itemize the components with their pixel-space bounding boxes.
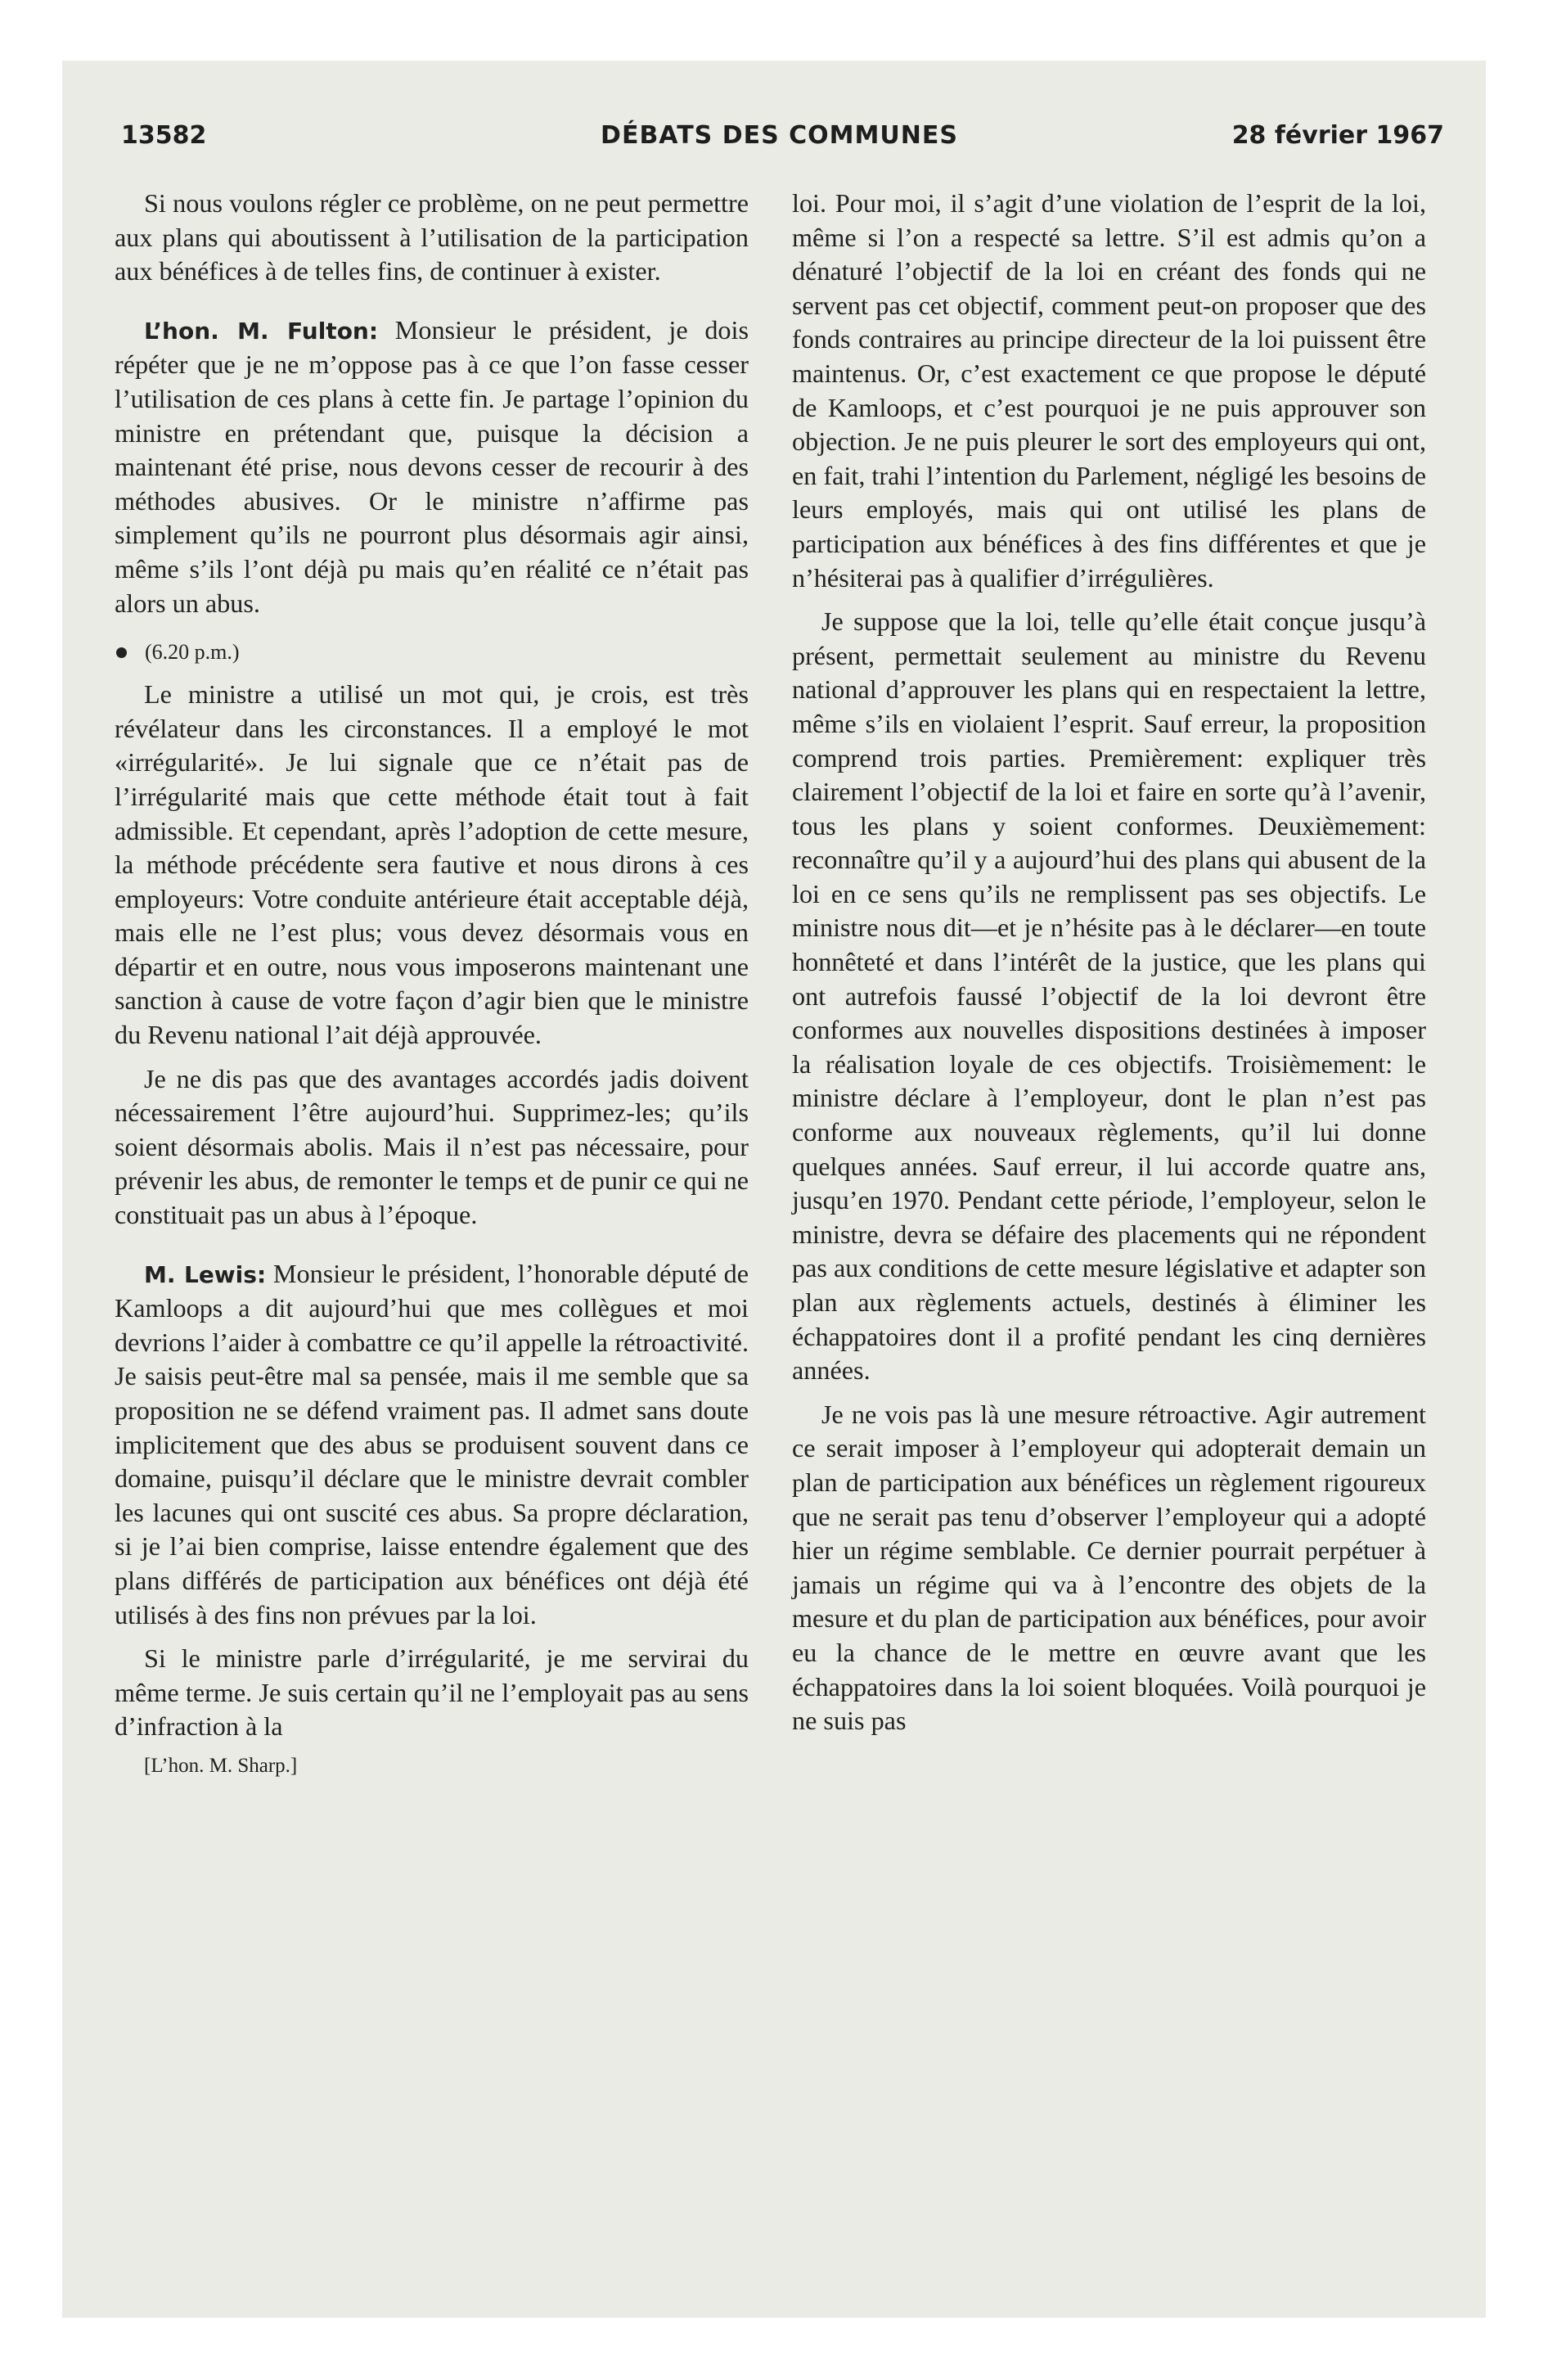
paragraph: Le ministre a utilisé un mot qui, je crois, est très révélateur dans les circonstances. Il a employé le mot «irrégularité». Je lui signale que ce n’était pas de l’irrégularité mais que cette méthode était tout à fait admissible. Et cependant, après l’adoption de cette mesure, la méthode précédente sera fautive et nous dirons à ces employeurs: Votre conduite antérieure était acceptable déjà, mais elle ne l’est plus; vous devez désormais vous en départir et en outre, nous vous imposerons maintenant une sanction à cause de votre façon d’agir bien que le ministre du Revenu national l’ait déjà approuvée. [115, 679, 749, 1050]
timestamp-line [115, 638, 749, 666]
running-title: DÉBATS DES COMMUNES [601, 121, 958, 150]
speaker-name: L’hon. M. Fulton: [144, 317, 379, 345]
speech-text: Monsieur le président, l’honorable député de Kamloops a dit aujourd’hui que mes collègues et moi devrions l’aider à combattre ce qu’il appelle la rétroactivité. Je saisis peut-être mal sa pensée, mais il me semble que sa proposition ne se défend vraiment pas. Il admet sans doute implicitement que des abus se produisent souvent dans ce domaine, puisqu’il déclare que le ministre devrait combler les lacunes qui ont suscité ces abus. Sa propre déclaration, si je l’ai bien comprise, laisse entendre également que des plans différés de participation aux bénéfices ont déjà été utilisés à des fins non prévues par la loi. [115, 1258, 749, 1629]
paragraph: Je ne dis pas que des avantages accordés jadis doivent nécessairement l’être aujourd’hui. Supprimez-les; qu’ils soient désormais abolis. Mais il n’est pas nécessaire, pour prévenir les abus, de remonter le temps et de punir ce qui ne constituait pas un abus à l’époque. [115, 1063, 749, 1230]
paragraph: loi. Pour moi, il s’agit d’une violation de l’esprit de la loi, même si l’on a respecté sa lettre. S’il est admis qu’on a dénaturé l’objectif de la loi en créant des fonds qui ne servent pas cet objectif, comment peut-on proposer que des fonds contraires au principe directeur de la loi puissent être maintenus. Or, c’est exactement ce que propose le député de Kamloops, et c’est pourquoi je ne puis approuver son objection. Je ne puis pleurer le sort des employeurs qui ont, en fait, trahi l’intention du Parlement, négligé les besoins de leurs employés, mais qui ont utilisé les plans de participation aux bénéfices à des fins différentes et que je n’hésiterai pas à qualifier d’irrégulières. [792, 188, 1426, 593]
paragraph: Si le ministre parle d’irrégularité, je me servirai du même terme. Je suis certain qu’il ne l’employait pas au sens d’infraction à la [115, 1643, 749, 1742]
right-column [792, 187, 1426, 1748]
page-date: 28 février 1967 [1231, 121, 1444, 150]
page-header [115, 121, 1444, 170]
speech-paragraph [115, 1257, 749, 1633]
page-number: 13582 [121, 121, 207, 150]
paragraph: Je suppose que la loi, telle qu’elle était conçue jusqu’à présent, permettait seulement au ministre du Revenu national d’approuver les plans qui en respectaient la lettre, même s’ils en violaient l’esprit. Sauf erreur, la proposition comprend trois parties. Premièrement: expliquer très clairement l’objectif de la loi et faire en sorte qu’à l’avenir, tous les plans y soient conformes. Deuxièmement: reconnaître qu’il y a aujourd’hui des plans qui abusent de la loi en ce sens qu’ils ne remplissent pas ses objectifs. Le ministre nous dit—et je n’hésite pas à le déclarer—en toute honnêteté et dans l’intérêt de la justice, que les plans qui ont autrefois faussé l’objectif de la loi devront être conformes aux nouvelles dispositions destinées à imposer la réalisation loyale de ces objectifs. Troisièmement: le ministre déclare à l’employeur, dont le plan n’est pas conforme aux nouveaux règlements, qu’il lui donne quelques années. Sauf erreur, il lui accorde quatre ans, jusqu’en 1970. Pendant cette période, l’employeur, selon le ministre, devra se défaire des placements qui ne répondent pas aux conditions de cette mesure législative et adapter son plan aux règlements actuels, destinés à éliminer les échappatoires dont il a profité pendant les cinq dernières années. [792, 606, 1426, 1386]
paragraph: Je ne vois pas là une mesure rétroactive. Agir autrement ce serait imposer à l’employeur qui adopterait demain un plan de participation aux bénéfices un règlement rigoureux que ne serait pas tenu d’observer l’employeur qui a adopté hier un régime semblable. Ce dernier pourrait perpétuer à jamais un régime qui va à l’encontre des objets de la mesure et du plan de participation aux bénéfices, pour avoir eu la chance de le mettre en œuvre avant que les échappatoires dans la loi soient bloquées. Voilà pourquoi je ne suis pas [792, 1399, 1426, 1736]
speech-text: Monsieur le président, je dois répéter que je ne m’oppose pas à ce que l’on fasse cesser l’utilisation de ces plans à cette fin. Je partage l’opinion du ministre en prétendant que, puisque la décision a maintenant été prise, nous devons cesser de recourir à des méthodes abusives. Or le ministre n’affirme pas simplement qu’ils ne pourront plus désormais agir ainsi, même s’ils l’ont déjà pu mais qu’en réalité ce n’était pas alors un abus. [115, 314, 749, 618]
bullet-icon [116, 647, 127, 658]
timestamp: (6.20 p.m.) [145, 640, 240, 665]
speaker-name: M. Lewis: [144, 1260, 267, 1288]
speaker-footer: [L’hon. M. Sharp.] [144, 1754, 298, 1777]
speech-paragraph [115, 313, 749, 620]
paragraph: Si nous voulons régler ce problème, on ne peut permettre aux plans qui aboutissent à l’utilisation de la participation aux bénéfices à de telles fins, de continuer à exister. [115, 188, 749, 286]
left-column [115, 187, 749, 1788]
